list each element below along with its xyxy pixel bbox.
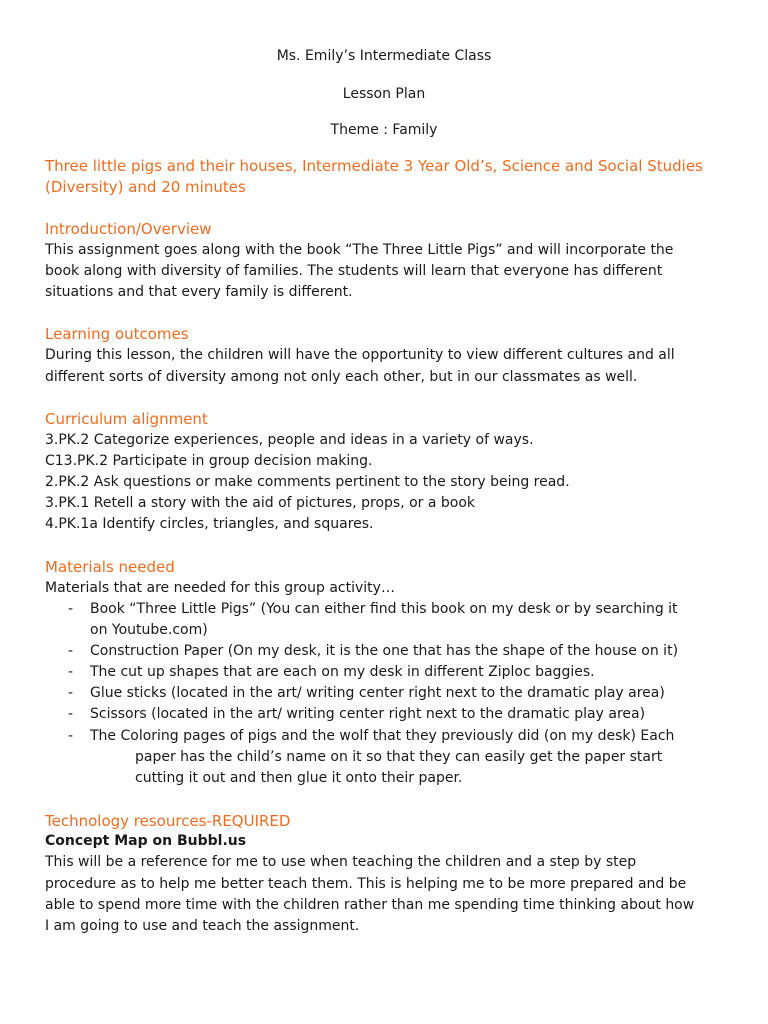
- list-bullet: -: [68, 664, 74, 680]
- theme-title: Theme : Family: [330, 122, 438, 138]
- materials-intro: Materials that are needed for this group activity…: [45, 580, 395, 596]
- materials-heading: Materials needed: [45, 558, 175, 576]
- outcomes-line-1: During this lesson, the children will have the opportunity to view different cultures and all: [45, 347, 675, 363]
- doc-type-title: Lesson Plan: [342, 86, 426, 102]
- list-bullet: -: [68, 728, 74, 744]
- summary-line-2: (Diversity) and 20 minutes: [45, 178, 246, 196]
- materials-item-6: The Coloring pages of pigs and the wolf that they previously did (on my desk) Each: [90, 728, 675, 744]
- summary-line-1: Three little pigs and their houses, Intermediate 3 Year Old’s, Science and Social Studies: [45, 157, 703, 175]
- class-title: Ms. Emily’s Intermediate Class: [276, 48, 492, 64]
- technology-line-3: able to spend more time with the children rather than me spending time thinking about how: [45, 897, 695, 913]
- curriculum-line-4: 3.PK.1 Retell a story with the aid of pictures, props, or a book: [45, 495, 476, 511]
- technology-subheading: Concept Map on Bubbl.us: [45, 833, 247, 849]
- technology-heading: Technology resources-REQUIRED: [45, 812, 291, 830]
- curriculum-heading: Curriculum alignment: [45, 410, 208, 428]
- materials-item-5: Scissors (located in the art/ writing center right next to the dramatic play area): [90, 706, 646, 722]
- list-bullet: -: [68, 685, 74, 701]
- introduction-line-2: book along with diversity of families. The students will learn that everyone has different: [45, 263, 663, 279]
- curriculum-line-5: 4.PK.1a Identify circles, triangles, and squares.: [45, 516, 374, 532]
- curriculum-line-1: 3.PK.2 Categorize experiences, people and ideas in a variety of ways.: [45, 432, 534, 448]
- outcomes-line-2: different sorts of diversity among not only each other, but in our classmates as well.: [45, 369, 638, 385]
- technology-line-1: This will be a reference for me to use when teaching the children and a step by step: [45, 854, 637, 870]
- list-bullet: -: [68, 706, 74, 722]
- materials-item-1: Book “Three Little Pigs” (You can either find this book on my desk or by searching it: [90, 601, 678, 617]
- materials-item-6-cont-2: cutting it out and then glue it onto their paper.: [135, 770, 463, 786]
- outcomes-heading: Learning outcomes: [45, 325, 189, 343]
- curriculum-line-2: C13.PK.2 Participate in group decision making.: [45, 453, 373, 469]
- introduction-line-1: This assignment goes along with the book “The Three Little Pigs” and will incorporate the: [45, 242, 674, 258]
- materials-item-2: Construction Paper (On my desk, it is the one that has the shape of the house on it): [90, 643, 679, 659]
- technology-line-4: I am going to use and teach the assignment.: [45, 918, 360, 934]
- materials-item-4: Glue sticks (located in the art/ writing center right next to the dramatic play area): [90, 685, 665, 701]
- introduction-heading: Introduction/Overview: [45, 220, 212, 238]
- materials-item-6-cont-1: paper has the child’s name on it so that they can easily get the paper start: [135, 749, 663, 765]
- introduction-line-3: situations and that every family is different.: [45, 284, 353, 300]
- list-bullet: -: [68, 601, 74, 617]
- technology-line-2: procedure as to help me better teach them. This is helping me to be more prepared and be: [45, 876, 687, 892]
- materials-item-3: The cut up shapes that are each on my desk in different Ziploc baggies.: [90, 664, 595, 680]
- list-bullet: -: [68, 643, 74, 659]
- materials-item-1-cont: on Youtube.com): [90, 622, 208, 638]
- curriculum-line-3: 2.PK.2 Ask questions or make comments pertinent to the story being read.: [45, 474, 570, 490]
